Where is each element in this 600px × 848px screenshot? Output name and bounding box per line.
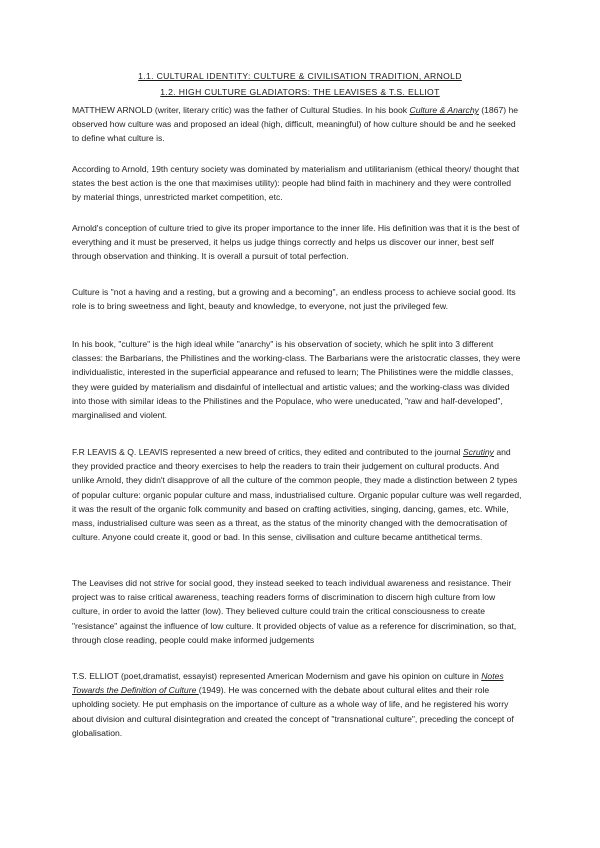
paragraph-text: According to Arnold, 19th century society was dominated by materialism and utilitarianism (ethical theory/ thought that states the best action is the one that maximises utility): people had blind faith in machinery and they were controlled by material things, unrestricted market competition, etc. [72,164,520,203]
paragraph-text: F.R LEAVIS & Q. LEAVIS represented a new breed of critics, they edited and contributed to the journal [72,447,463,457]
paragraph-arnold-society [72,162,522,205]
book-title-notes-culture: Notes Towards the Definition of Culture [72,671,504,696]
paragraph-arnold-intro [72,103,522,146]
paragraph-text: MATTHEW ARNOLD (writer, literary critic) was the father of Cultural Studies. In his book [72,105,410,115]
paragraph-text: In his book, "culture" is the high ideal while "anarchy" is his observation of society, which he split into 3 different classes: the Barbarians, the Philistines and the working-class. The Barbarians were the aristocratic classes, they were individualistic, interested in the superficial appearance and refused to learn; The Philistines were the middle classes, they were guided by materialism and disdainful of intellectual and artistic values; and the working-class was divided into those with similar ideas to the Philistines and the Populace, who were uneducated, "raw and half-developed", marginalised and violent. [72,339,521,421]
section-heading-1: 1.1. CULTURAL IDENTITY: CULTURE & CIVILISATION TRADITION, ARNOLD [138,71,462,81]
book-title-culture-anarchy: Culture & Anarchy [409,105,479,115]
paragraph-leavises-resistance [72,576,522,647]
paragraph-text: (1949). He was concerned with the debate about cultural elites and their role upholding society. He put emphasis on the importance of culture as a whole way of life, and he registered his worry about division and cultural disintegration and created the concept of "transnational culture", preceding the concept of globalisation. [72,685,514,738]
paragraph-text: (1867) he observed how culture was and proposed an ideal (high, difficult, meaningful) of how culture should be and he seeked to define what culture is. [72,105,519,144]
paragraph-arnold-conception [72,221,522,264]
paragraph-culture-anarchy-classes [72,337,522,422]
paragraph-elliot [72,669,522,740]
paragraph-culture-definition [72,285,522,313]
paragraph-text: and they provided practice and theory exercises to help the readers to train their judgement on cultural products. And unlike Arnold, they didn't disapprove of all the culture of the common people, they made a distinction between 2 types of popular culture: organic popular culture and mass, industrialised culture. Organic popular culture was well regarded, it was the result of the organic folk community and based on crafting activities, singing, dancing, games, etc. While, mass, industrialised culture was seen as a threat, as the status of the minority changed with the democratisation of culture. Anyone could create it, good or bad. In this sense, civilisation and culture became antithetical terms. [72,447,522,543]
paragraph-text: The Leavises did not strive for social good, they instead seeked to teach individual awareness and resistance. Their project was to raise critical awareness, teaching readers forms of discrimination to discern high culture from low culture, in order to avoid the latter (low). They believed culture could train the critical consciousness to create "resistance" against the influence of low culture. It provided objects of value as a reference for discrimination, so that, through close reading, people could make informed judgements [72,578,517,645]
paragraph-leavises [72,445,522,544]
paragraph-text: Culture is "not a having and a resting, but a growing and a becoming", an endless process to achieve social good. Its role is to bring sweetness and light, beauty and knowledge, to everyone, not just the privileged few. [72,287,516,312]
section-heading-2: 1.2. HIGH CULTURE GLADIATORS: THE LEAVISES & T.S. ELLIOT [160,87,440,97]
paragraph-text: T.S. ELLIOT (poet,dramatist, essayist) represented American Modernism and gave his opinion on culture in [72,671,482,681]
journal-title-scrutiny: Scrutiny [462,447,494,457]
paragraph-text: Arnold's conception of culture tried to give its proper importance to the inner life. His definition was that it is the best of everything and it must be preserved, it helps us judge things correctly and helps us discover our inner, best self through observation and thinking. It is overall a pursuit of total perfection. [72,223,520,262]
